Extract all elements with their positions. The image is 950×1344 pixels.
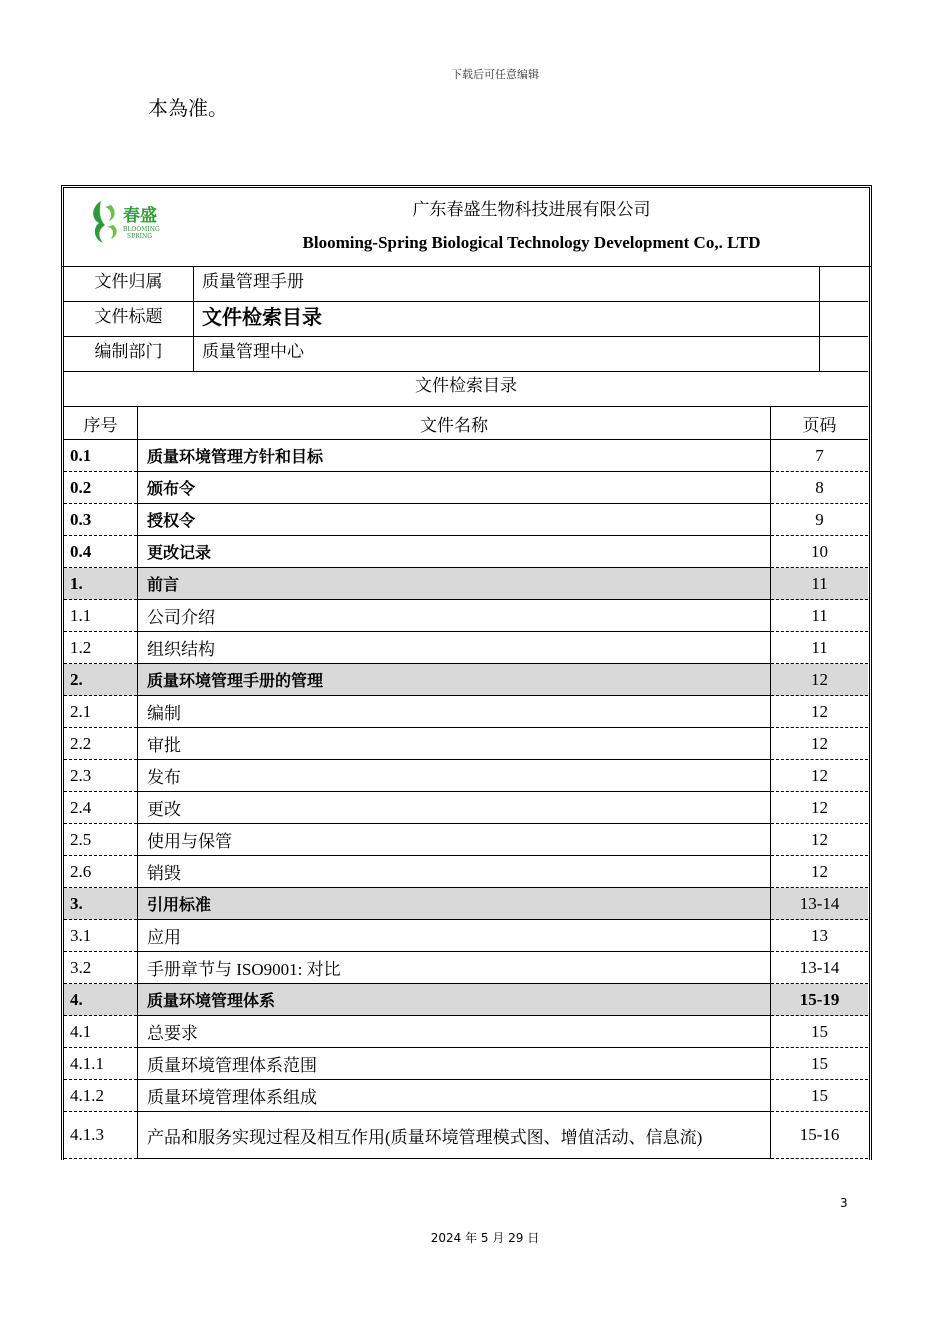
toc-row-number: 2.3 <box>64 760 137 792</box>
toc-row-name: 应用 <box>137 920 770 952</box>
table-row <box>64 792 868 824</box>
toc-row-number: 1.1 <box>64 600 137 632</box>
table-row <box>64 664 868 696</box>
toc-row-number: 3.2 <box>64 952 137 984</box>
toc-row-name: 前言 <box>137 568 770 600</box>
meta-value: 质量管理中心 <box>202 342 304 361</box>
table-row <box>64 760 868 792</box>
toc-row-number: 4. <box>64 984 137 1016</box>
toc-row-page: 12 <box>771 664 868 696</box>
toc-row-page: 13-14 <box>771 888 868 920</box>
toc-row-number: 0.2 <box>64 472 137 504</box>
toc-row-number: 4.1.3 <box>64 1112 137 1159</box>
toc-row-page: 13 <box>771 920 868 952</box>
toc-header-name: 文件名称 <box>137 407 770 440</box>
toc-row-page: 15 <box>771 1048 868 1080</box>
table-row <box>64 1016 868 1048</box>
toc-row-page: 7 <box>771 440 868 472</box>
toc-row-number: 2.5 <box>64 824 137 856</box>
toc-row-name: 发布 <box>137 760 770 792</box>
company-header <box>61 185 872 267</box>
logo-cn-text: 春盛 <box>123 206 157 226</box>
toc-row-number: 1.2 <box>64 632 137 664</box>
table-row <box>64 632 868 664</box>
toc-row-page: 8 <box>771 472 868 504</box>
toc-row-page: 11 <box>771 632 868 664</box>
toc-row-page: 12 <box>771 696 868 728</box>
toc-header-no: 序号 <box>64 407 137 440</box>
table-row <box>64 440 868 472</box>
top-text: 本為准。 <box>148 96 228 120</box>
logo-en-text-2: SPRING <box>127 233 153 240</box>
toc-row-page: 12 <box>771 824 868 856</box>
meta-value: 文件检索目录 <box>202 305 322 329</box>
toc-row-page: 9 <box>771 504 868 536</box>
toc-row-name: 审批 <box>137 728 770 760</box>
toc-row-number: 4.1.1 <box>64 1048 137 1080</box>
table-row <box>64 952 868 984</box>
toc-row-page: 15-19 <box>771 984 868 1016</box>
toc-header-page: 页码 <box>771 407 868 440</box>
table-row <box>64 568 868 600</box>
toc-row-name: 总要求 <box>137 1016 770 1048</box>
toc-row-name: 编制 <box>137 696 770 728</box>
toc-row-number: 2.4 <box>64 792 137 824</box>
toc-row-page: 12 <box>771 856 868 888</box>
toc-row-name: 质量环境管理体系 <box>137 984 770 1016</box>
toc-row-name: 手册章节与 ISO9001: 对比 <box>137 952 770 984</box>
meta-label: 文件标题 <box>64 302 194 336</box>
section-title: 文件检索目录 <box>64 372 868 407</box>
table-row <box>64 1112 868 1159</box>
toc-row-name: 质量环境管理体系范围 <box>137 1048 770 1080</box>
toc-row-number: 4.1 <box>64 1016 137 1048</box>
toc-row-name: 引用标准 <box>137 888 770 920</box>
toc-row-page: 12 <box>771 728 868 760</box>
table-row <box>64 888 868 920</box>
meta-label: 编制部门 <box>64 337 194 371</box>
toc-row-name: 使用与保管 <box>137 824 770 856</box>
toc-row-name: 更改 <box>137 792 770 824</box>
company-name-cn: 广东春盛生物科技进展有限公司 <box>412 200 651 219</box>
toc-row-number: 3.1 <box>64 920 137 952</box>
toc-row-number: 1. <box>64 568 137 600</box>
page-number: 3 <box>840 1196 848 1210</box>
toc-row-name: 质量环境管理方针和目标 <box>137 440 770 472</box>
toc-table <box>64 407 868 1159</box>
toc-row-number: 3. <box>64 888 137 920</box>
toc-row-page: 11 <box>771 600 868 632</box>
toc-row-name: 质量环境管理体系组成 <box>137 1080 770 1112</box>
company-name-en: Blooming-Spring Biological Technology Development Co,. LTD <box>302 233 761 252</box>
toc-row-number: 0.1 <box>64 440 137 472</box>
toc-header-row <box>64 407 868 440</box>
toc-row-number: 0.4 <box>64 536 137 568</box>
table-row <box>64 536 868 568</box>
meta-value: 质量管理手册 <box>202 272 304 291</box>
toc-row-number: 2.1 <box>64 696 137 728</box>
logo-en-text-1: BLOOMING <box>123 226 160 233</box>
toc-row-number: 2.2 <box>64 728 137 760</box>
toc-row-page: 13-14 <box>771 952 868 984</box>
table-row <box>64 504 868 536</box>
toc-row-page: 10 <box>771 536 868 568</box>
table-row <box>64 1048 868 1080</box>
toc-row-name: 质量环境管理手册的管理 <box>137 664 770 696</box>
toc-row-name: 组织结构 <box>137 632 770 664</box>
toc-row-page: 12 <box>771 792 868 824</box>
table-row <box>64 696 868 728</box>
toc-row-number: 2. <box>64 664 137 696</box>
toc-row-name: 授权令 <box>137 504 770 536</box>
meta-label: 文件归属 <box>64 267 194 301</box>
toc-row-number: 4.1.2 <box>64 1080 137 1112</box>
table-row <box>64 728 868 760</box>
table-row <box>64 1080 868 1112</box>
toc-row-name: 公司介绍 <box>137 600 770 632</box>
toc-row-name: 更改记录 <box>137 536 770 568</box>
toc-row-page: 12 <box>771 760 868 792</box>
meta-row-department <box>64 337 868 372</box>
toc-row-name: 产品和服务实现过程及相互作用(质量环境管理模式图、增值活动、信息流) <box>137 1112 770 1159</box>
table-row <box>64 984 868 1016</box>
toc-row-number: 0.3 <box>64 504 137 536</box>
meta-row-owner <box>64 267 868 302</box>
table-row <box>64 920 868 952</box>
table-row <box>64 824 868 856</box>
table-row <box>64 856 868 888</box>
toc-row-page: 11 <box>771 568 868 600</box>
toc-row-page: 15-16 <box>771 1112 868 1159</box>
toc-row-number: 2.6 <box>64 856 137 888</box>
toc-row-name: 颁布令 <box>137 472 770 504</box>
meta-row-title <box>64 302 868 337</box>
header-note: 下载后可任意编辑 <box>451 68 539 81</box>
footer-date: 2024 年 5 月 29 日 <box>430 1231 540 1245</box>
table-row <box>64 600 868 632</box>
toc-row-page: 15 <box>771 1016 868 1048</box>
toc-row-page: 15 <box>771 1080 868 1112</box>
toc-row-name: 销毁 <box>137 856 770 888</box>
table-row <box>64 472 868 504</box>
